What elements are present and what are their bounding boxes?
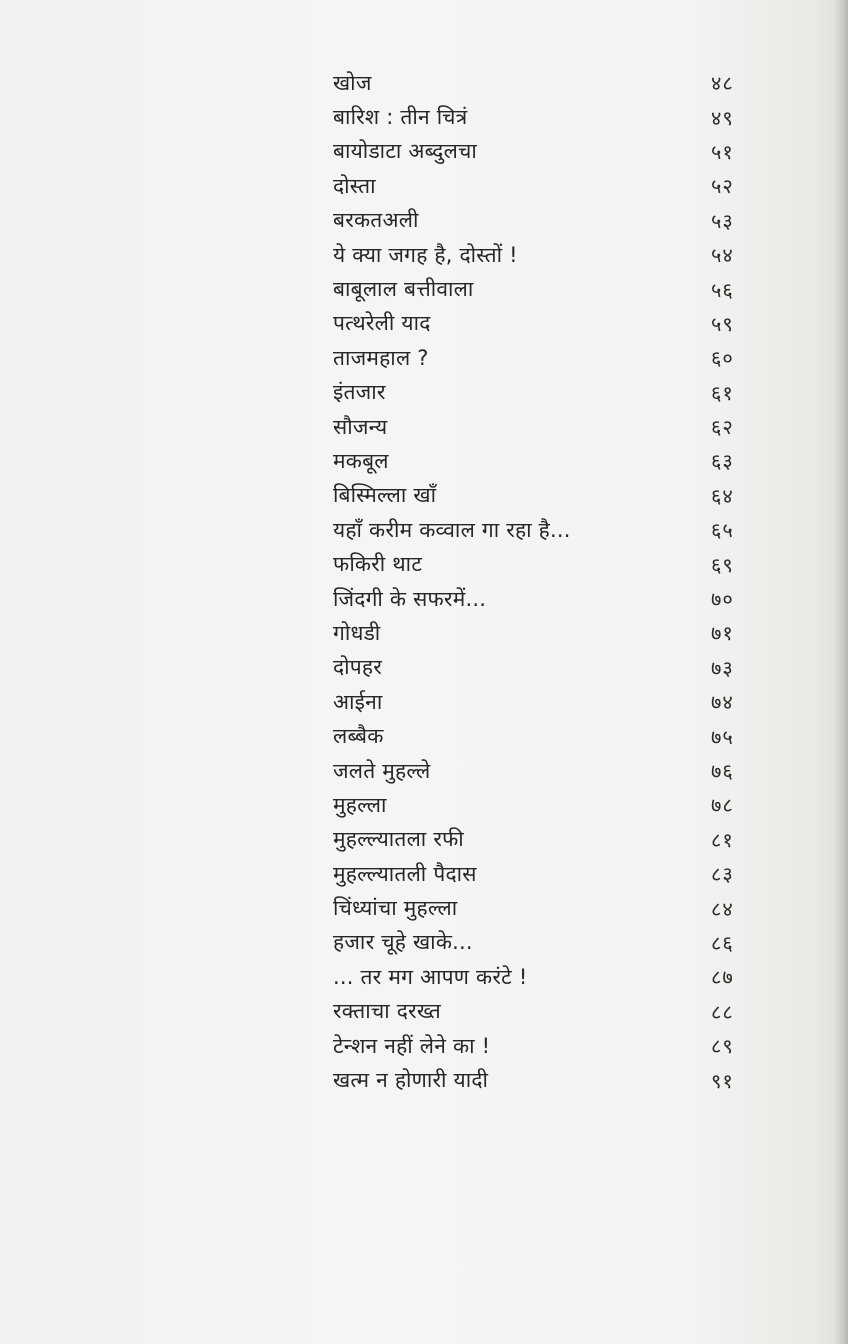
toc-entry-title: फकिरी थाट <box>333 552 423 577</box>
toc-entry-title: खोज <box>333 70 372 95</box>
toc-entry-page-number: ७१ <box>711 621 734 646</box>
toc-entry-title: टेन्शन नहीं लेने का ! <box>333 1033 491 1058</box>
toc-entry-title: मुहल्ला <box>333 792 387 817</box>
toc-entry-page-number: ७८ <box>711 793 734 818</box>
toc-entry <box>333 100 773 134</box>
toc-entry-page-number: ५२ <box>711 174 734 199</box>
toc-entry-page-number: ७० <box>711 587 734 612</box>
toc-entry-title: बारिश : तीन चित्रं <box>333 105 468 130</box>
toc-entry-page-number: ८८ <box>711 999 734 1024</box>
toc-entry-title: गोधडी <box>333 620 381 645</box>
toc-entry-title: ताजमहाल ? <box>333 345 429 370</box>
page-edge-shadow <box>834 0 848 1344</box>
toc-entry <box>333 857 773 891</box>
toc-entry-page-number: ६३ <box>711 449 734 474</box>
toc-entry-page-number: ४९ <box>711 105 734 130</box>
toc-entry-page-number: ७३ <box>711 655 734 680</box>
toc-entry-title: इंतजार <box>333 380 386 405</box>
toc-entry-page-number: ५१ <box>711 139 734 164</box>
toc-entry-page-number: ६९ <box>711 552 734 577</box>
toc-entry-page-number: ७६ <box>711 759 734 783</box>
toc-entry-title: आईना <box>333 689 383 714</box>
toc-entry <box>333 788 773 822</box>
toc-entry <box>333 272 773 306</box>
toc-entry <box>333 204 773 238</box>
toc-entry-title: बिस्मिल्ला खाँ <box>333 483 437 508</box>
toc-entry-page-number: ५९ <box>711 311 734 336</box>
toc-entry-page-number: ५६ <box>711 277 734 302</box>
toc-entry <box>333 341 773 375</box>
toc-entry-title: खत्म न होणारी यादी <box>333 1068 489 1093</box>
toc-entry-page-number: ९१ <box>711 1068 734 1093</box>
toc-entry-page-number: ८४ <box>711 896 734 921</box>
toc-entry <box>333 582 773 616</box>
toc-entry-title: मकबूल <box>333 448 389 473</box>
toc-entry-title: रक्ताचा दरख्त <box>333 999 441 1024</box>
toc-entry <box>333 410 773 444</box>
toc-entry-page-number: ८३ <box>711 862 734 887</box>
toc-entry <box>333 719 773 753</box>
toc-entry <box>333 307 773 341</box>
toc-entry-title: हजार चूहे खाके... <box>333 930 473 955</box>
toc-entry-title: मुहल्ल्यातला रफी <box>333 827 464 852</box>
toc-entry <box>333 513 773 547</box>
toc-entry <box>333 926 773 960</box>
toc-entry-page-number: ५४ <box>711 243 734 268</box>
toc-entry-page-number: ६२ <box>711 415 734 440</box>
toc-entry-page-number: ७४ <box>711 690 734 715</box>
toc-entry-title: दोपहर <box>333 655 383 680</box>
toc-entry-page-number: ६१ <box>711 380 734 405</box>
toc-entry <box>333 376 773 410</box>
toc-entry-title: चिंध्यांचा मुहल्ला <box>333 896 458 921</box>
toc-entry <box>333 754 773 788</box>
toc-entry-page-number: ७५ <box>711 724 734 749</box>
toc-entry-page-number: ८७ <box>711 965 734 990</box>
toc-entry <box>333 444 773 478</box>
toc-entry-page-number: ६४ <box>711 483 734 508</box>
toc-entry-page-number: ६५ <box>711 518 734 543</box>
toc-entry <box>333 823 773 857</box>
toc-entry <box>333 685 773 719</box>
toc-entry-title: सौजन्य <box>333 414 388 439</box>
toc-entry <box>333 547 773 581</box>
toc-entry-title: ये क्या जगह है, दोस्तों ! <box>333 242 518 267</box>
toc-entry-title: मुहल्ल्यातली पैदास <box>333 861 477 886</box>
toc-entry <box>333 66 773 100</box>
toc-entry-title: बायोडाटा अब्दुलचा <box>333 139 478 164</box>
toc-entry <box>333 1063 773 1097</box>
toc-entry <box>333 995 773 1029</box>
toc-entry-title: जिंदगी के सफरमें... <box>333 586 487 611</box>
toc-entry <box>333 238 773 272</box>
toc-entry <box>333 169 773 203</box>
toc-entry <box>333 651 773 685</box>
toc-entry-title: लब्बैक <box>333 724 384 749</box>
toc-entry <box>333 960 773 994</box>
toc-entry-page-number: ५३ <box>711 208 734 233</box>
toc-entry-page-number: ८१ <box>711 827 734 852</box>
toc-entry-title: यहाँ करीम कव्वाल गा रहा है... <box>333 517 571 542</box>
toc-entry-title: बरकतअली <box>333 208 419 233</box>
toc-entry <box>333 1029 773 1063</box>
toc-entry-page-number: ४८ <box>711 71 734 96</box>
table-of-contents <box>333 66 773 1098</box>
toc-entry <box>333 616 773 650</box>
toc-entry-title: पत्थरेली याद <box>333 311 431 336</box>
toc-entry-page-number: ८६ <box>711 930 734 955</box>
toc-entry-page-number: ६० <box>711 346 734 371</box>
toc-entry-title: बाबूलाल बत्तीवाला <box>333 277 474 302</box>
toc-entry-title: जलते मुहल्ले <box>333 758 431 783</box>
toc-entry <box>333 479 773 513</box>
toc-entry <box>333 135 773 169</box>
toc-entry-page-number: ८९ <box>711 1034 734 1059</box>
toc-entry-title: ... तर मग आपण करंटे ! <box>333 964 528 989</box>
toc-entry <box>333 891 773 925</box>
toc-entry-title: दोस्ता <box>333 173 376 198</box>
